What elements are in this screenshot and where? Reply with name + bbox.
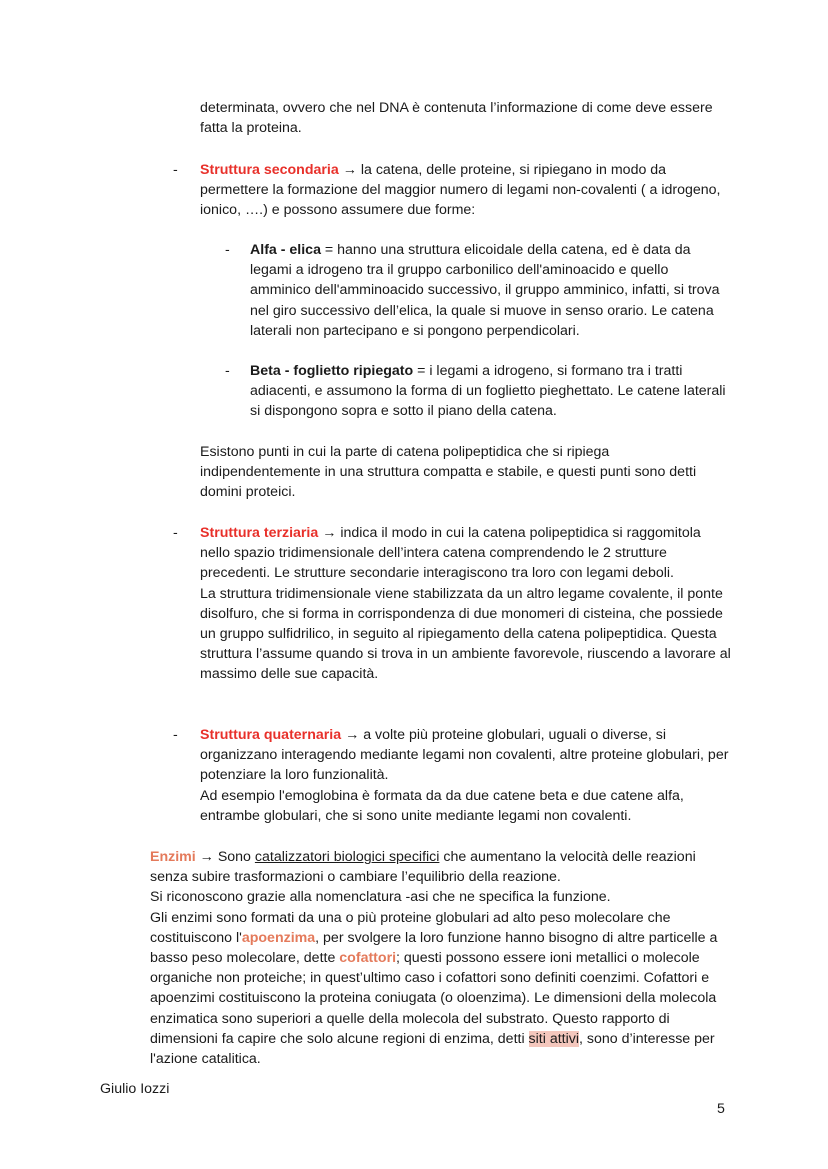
apoenzima-term: apoenzima — [241, 929, 316, 946]
enzimi-text-2: che aumentano la velocità delle reazioni senza subire trasformazioni o cambiare l’equilibrio della reazione. — [150, 849, 696, 886]
alfa-elica-paragraph — [250, 240, 728, 341]
terziaria-text-2: La struttura tridimensionale viene stabilizzata da un altro legame covalente, il ponte disolfuro, che si forma in corrispondenza di due monomeri di cisteina, che possiede un gruppo sulfidrilico, in seguito al ripiegamento della catena polipeptidica. Questa struttura l’assume quando si trova in un ambiente favorevole, riuscendo a lavorare al massimo delle sue capacità. — [200, 585, 731, 683]
arrow-symbol: → — [318, 525, 341, 541]
quaternaria-text-2: Ad esempio l'emoglobina è formata da da due catene beta e due catene alfa, entrambe globulari, che si sono unite mediante legami non covalenti. — [200, 787, 684, 824]
catalizzatori-link[interactable]: catalizzatori biologici specifici — [254, 849, 440, 865]
bullet-dash: - — [173, 162, 178, 178]
siti-attivi-highlight: siti attivi — [528, 1030, 579, 1047]
terziaria-heading: Struttura terziaria — [200, 525, 319, 541]
enzimi-text-5: ; questi possono essere ioni metallici o molecole organiche non proteiche; in quest’ultimo caso i cofattori sono definiti coenzimi. Cofattori e apoenzimi costituiscono la proteina coniugata (o oloenzima). Le dimensioni della molecola enzimatica sono superiori a quelle della molecola del substrato. Questo rapporto di dimensioni fa capire che solo alcune regioni di enzima, detti — [150, 950, 717, 1047]
enzimi-text-3: Gli enzimi sono formati da una o più proteine globulari ad alto peso molecolare che costituiscono l' — [150, 909, 671, 946]
alfa-elica-heading: Alfa - elica — [250, 242, 321, 258]
domini-paragraph — [200, 442, 720, 503]
footer-author: Giulio Iozzi — [100, 1081, 170, 1097]
bullet-dash: - — [225, 242, 230, 258]
quaternaria-heading: Struttura quaternaria — [200, 727, 342, 743]
enzimi-paragraph — [150, 847, 720, 1069]
arrow-symbol: → — [341, 727, 364, 743]
secondaria-heading: Struttura secondaria — [200, 162, 339, 178]
quaternaria-text: a volte più proteine globulari, uguali o diverse, si organizzano interagendo mediante legami non covalenti, altre proteine globulari, per potenziare la loro funzionalità. — [200, 727, 729, 784]
bullet-dash: - — [173, 727, 178, 743]
secondaria-text: la catena, delle proteine, si ripiegano in modo da permettere la formazione del maggior numero di legami non-covalenti ( a idrogeno, ionico, ….) e possono assumere due forme: — [200, 162, 721, 219]
bullet-dash: - — [173, 525, 178, 541]
intro-paragraph — [200, 98, 730, 138]
enzimi-text-6: , sono d’interesse per l'azione catalitica. — [150, 1030, 715, 1068]
terziaria-text: indica il modo in cui la catena polipeptidica si raggomitola nello spazio tridimensionale dell’intera catena comprendendo le 2 strutture precedenti. Le strutture secondarie interagiscono tra loro con legami deboli. — [200, 525, 701, 582]
enzimi-nomenclatura-line: Si riconoscono grazie alla nomenclatura -asi che ne specifica la funzione. — [150, 889, 611, 906]
beta-foglietto-text: = i legami a idrogeno, si formano tra i tratti adiacenti, e assumono la forma di un foglietto pieghettato. Le catene laterali si dispongono sopra e sotto il piano della catena. — [250, 363, 726, 420]
domini-text: Esistono punti in cui la parte di catena polipeptidica che si ripiega indipendentemente in una struttura compatta e stabile, e questi punti sono detti domini proteici. — [200, 444, 697, 501]
bullet-dash: - — [225, 363, 230, 379]
secondaria-paragraph — [200, 160, 730, 221]
alfa-elica-text: = hanno una struttura elicoidale della catena, ed è data da legami a idrogeno tra il gruppo carbonilico dell'aminoacido e quello amminico dell'amminoacido successivo, il gruppo amminico, infatti, si trova nel giro successivo dell’elica, la quale si muove in senso orario. Le catena laterali non partecipano e si pongono perpendicolari. — [250, 242, 720, 339]
cofattori-term: cofattori — [339, 950, 397, 967]
enzimi-text-1: Sono — [217, 849, 255, 865]
enzimi-text-4: , per svolgere la loro funzione hanno bisogno di altre particelle a basso peso molecolare, dette — [150, 929, 718, 967]
beta-foglietto-paragraph — [250, 361, 728, 422]
beta-foglietto-heading: Beta - foglietto ripiegato — [250, 363, 414, 379]
quaternaria-paragraph — [200, 725, 730, 826]
page-number: 5 — [717, 1101, 725, 1117]
enzimi-heading: Enzimi — [150, 849, 196, 865]
arrow-symbol: → — [338, 162, 361, 178]
arrow-symbol: → — [195, 849, 218, 865]
terziaria-paragraph — [200, 523, 734, 685]
intro-text: determinata, ovvero che nel DNA è contenuta l’informazione di come deve essere fatta la proteina. — [200, 100, 713, 137]
